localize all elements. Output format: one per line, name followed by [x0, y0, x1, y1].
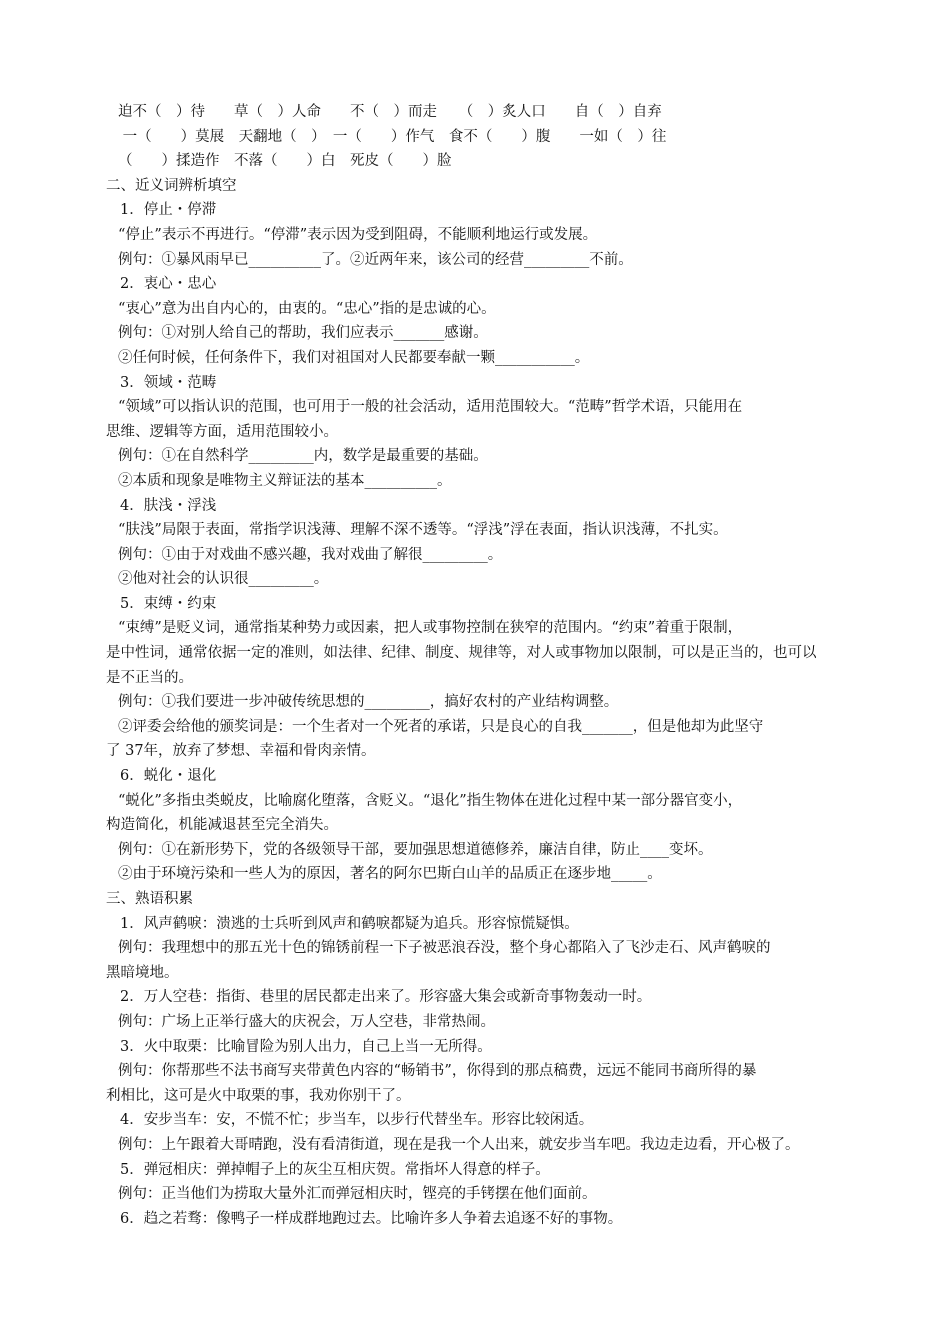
- item-text-line: 例句：①对别人给自己的帮助，我们应表示_______感谢。: [118, 325, 488, 342]
- item-text-line: 构造简化，机能减退甚至完全消失。: [106, 817, 338, 834]
- item-heading: 6．蜕化・退化: [120, 768, 217, 785]
- item-text-line: “束缚”是贬义词，通常指某种势力或因素，把人或事物控制在狭窄的范围内。“约束”着重于限制，: [118, 620, 743, 637]
- idiom-heading: 4．安步当车：安，不慌不忙；步当车，以步行代替坐车。形容比较闲适。: [120, 1112, 594, 1129]
- section-2-title: 二、近义词辨析填空: [106, 177, 237, 194]
- item-heading: 5．束缚・约束: [120, 595, 217, 612]
- item-text-line: 例句：①暴风雨早已__________了。②近两年来，该公司的经营_________不前。: [118, 251, 633, 268]
- item-text-line: “蜕化”多指虫类蜕皮，比喻腐化堕落，含贬义。“退化”指生物体在进化过程中某一部分器官变小，: [118, 792, 743, 809]
- idiom-heading: 5．弹冠相庆：弹掉帽子上的灰尘互相庆贺。常指坏人得意的样子。: [120, 1161, 550, 1178]
- item-text-line: 是中性词，通常依据一定的准则，如法律、纪律、制度、规律等，对人或事物加以限制，可以是正当的，也可以: [106, 645, 817, 662]
- item-text-line: “衷心”意为出自内心的，由衷的。“忠心”指的是忠诚的心。: [118, 300, 496, 317]
- item-text-line: 例句：①由于对戏曲不感兴趣，我对戏曲了解很_________。: [118, 546, 503, 563]
- item-text-line: “停止”表示不再进行。“停滞”表示因为受到阻碍，不能顺利地运行或发展。: [118, 226, 598, 243]
- idiom-fill-line: （ ）揉造作 不落（ ）白 死皮（ ）脸: [118, 153, 452, 170]
- idiom-fill-line: 迫不（ ）待 草（ ）人命 不（ ）而走 （ ）炙人口 自（ ）自弃: [118, 104, 662, 120]
- item-text-line: ②评委会给他的颁奖词是：一个生者对一个死者的承诺，只是良心的自我_______，但是他却为此坚守: [118, 718, 764, 735]
- idiom-heading: 2．万人空巷：指街、巷里的居民都走出来了。形容盛大集会或新奇事物轰动一时。: [120, 989, 652, 1006]
- idiom-heading: 1．风声鹤唳：溃逃的士兵听到风声和鹤唳都疑为追兵。形容惊慌疑惧。: [120, 915, 579, 932]
- item-text-line: 是不正当的。: [106, 669, 193, 686]
- item-text-line: 例句：①在自然科学_________内，数学是最重要的基础。: [118, 448, 488, 465]
- item-text-line: 思维、逻辑等方面，适用范围较小。: [106, 423, 338, 440]
- item-text-line: ②本质和现象是唯物主义辩证法的基本__________。: [118, 472, 452, 489]
- item-text-line: “肤浅”局限于表面，常指学识浅薄、理解不深不透等。“浮浅”浮在表面，指认识浅薄，不扎实。: [118, 522, 728, 539]
- item-heading: 1．停止・停滞: [120, 202, 217, 219]
- section-3-title: 三、熟语积累: [106, 891, 193, 907]
- item-text-line: ②他对社会的认识很_________。: [118, 571, 329, 588]
- item-text-line: ②由于环境污染和一些人为的原因，著名的阿尔巴斯白山羊的品质正在逐步地_____。: [118, 866, 662, 883]
- idiom-heading: 6．趋之若骛：像鸭子一样成群地跑过去。比喻许多人争着去追逐不好的事物。: [120, 1210, 623, 1227]
- idiom-example-line: 黑暗境地。: [106, 964, 179, 981]
- item-text-line: ②任何时候，任何条件下，我们对祖国对人民都要奉献一颗___________。: [118, 349, 590, 366]
- item-text-line: “领域”可以指认识的范围，也可用于一般的社会活动，适用范围较大。“范畴”哲学术语，只能用在: [118, 399, 743, 416]
- item-text-line: 例句：①我们要进一步冲破传统思想的_________，搞好农村的产业结构调整。: [118, 694, 619, 711]
- item-text-line: 了 37年，放弃了梦想、幸福和骨肉亲情。: [106, 743, 376, 760]
- item-heading: 4．肤浅・浮浅: [120, 497, 217, 514]
- idiom-example-line: 例句：我理想中的那五光十色的锦锈前程一下子被恶浪吞没，整个身心都陷入了飞沙走石、风声鹤唳的: [118, 940, 771, 957]
- item-heading: 2．衷心・忠心: [120, 276, 217, 293]
- item-heading: 3．领域・范畴: [120, 374, 217, 391]
- item-text-line: 例句：①在新形势下，党的各级领导干部，要加强思想道德修养，廉洁自律，防止____变坏。: [118, 841, 713, 858]
- idiom-example-line: 例句：广场上正举行盛大的庆祝会，万人空巷，非常热闹。: [118, 1013, 495, 1030]
- idiom-example-line: 例句：你帮那些不法书商写夹带黄色内容的“畅销书”，你得到的那点稿费，远远不能同书商所得的暴: [118, 1063, 757, 1080]
- idiom-example-line: 例句：正当他们为捞取大量外汇而弹冠相庆时，铿亮的手铐摆在他们面前。: [118, 1186, 597, 1203]
- idiom-example-line: 利相比，这可是火中取栗的事，我劝你别干了。: [106, 1087, 411, 1104]
- document-body: [106, 100, 858, 1231]
- idiom-fill-line: 一（ ）莫展 天翻地（ ） 一（ ）作气 食不（ ）腹 一如（ ）往: [118, 128, 667, 145]
- idiom-example-line: 例句：上午跟着大哥晴跑，没有看清街道，现在是我一个人出来，就安步当车吧。我边走边看，开心极了。: [118, 1136, 800, 1153]
- idiom-heading: 3．火中取栗：比喻冒险为别人出力，自己上当一无所得。: [120, 1038, 492, 1055]
